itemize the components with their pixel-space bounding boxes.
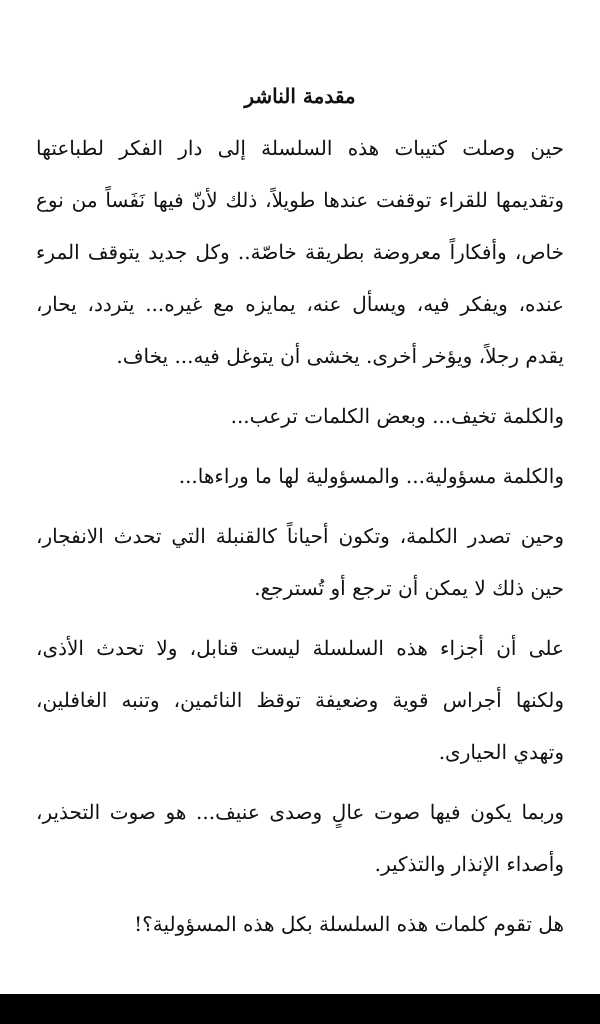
paragraph-6: وربما يكون فيها صوت عالٍ وصدى عنيف... هو صوت التحذير، وأصداء الإنذار والتذكير. <box>36 800 564 876</box>
section-title: مقدمة الناشر <box>244 84 356 108</box>
paragraph-7: هل تقوم كلمات هذه السلسلة بكل هذه المسؤولية؟! <box>134 912 564 936</box>
bottom-black-bar <box>0 994 600 1024</box>
paragraph-2: والكلمة تخيف... وبعض الكلمات ترعب... <box>230 404 564 428</box>
paragraph-4: وحين تصدر الكلمة، وتكون أحياناً كالقنبلة التي تحدث الانفجار، حين ذلك لا يمكن أن ترجع أو تُسترجع. <box>36 524 564 600</box>
paragraph-1: حين وصلت كتيبات هذه السلسلة إلى دار الفكر لطباعتها وتقديمها للقراء توقفت عندها طويلاً، ذلك لأنّ فيها نَفَساً من نوع خاص، وأفكاراً معروضة بطريقة خاصّة.. وكل جديد يتوقف المرء عنده، ويفكر فيه، ويسأل عنه، يمايزه مع غيره... يتردد، يحار، يقدم رجلاً، ويؤخر أخرى. يخشى أن يتوغل فيه... يخاف. <box>36 136 564 368</box>
paragraph-5: على أن أجزاء هذه السلسلة ليست قنابل، ولا تحدث الأذى، ولكنها أجراس قوية وضعيفة توقظ النائمين، وتنبه الغافلين، وتهدي الحيارى. <box>36 636 564 764</box>
page-content <box>36 78 564 950</box>
paragraph-3: والكلمة مسؤولية... والمسؤولية لها ما وراءها... <box>178 464 564 488</box>
